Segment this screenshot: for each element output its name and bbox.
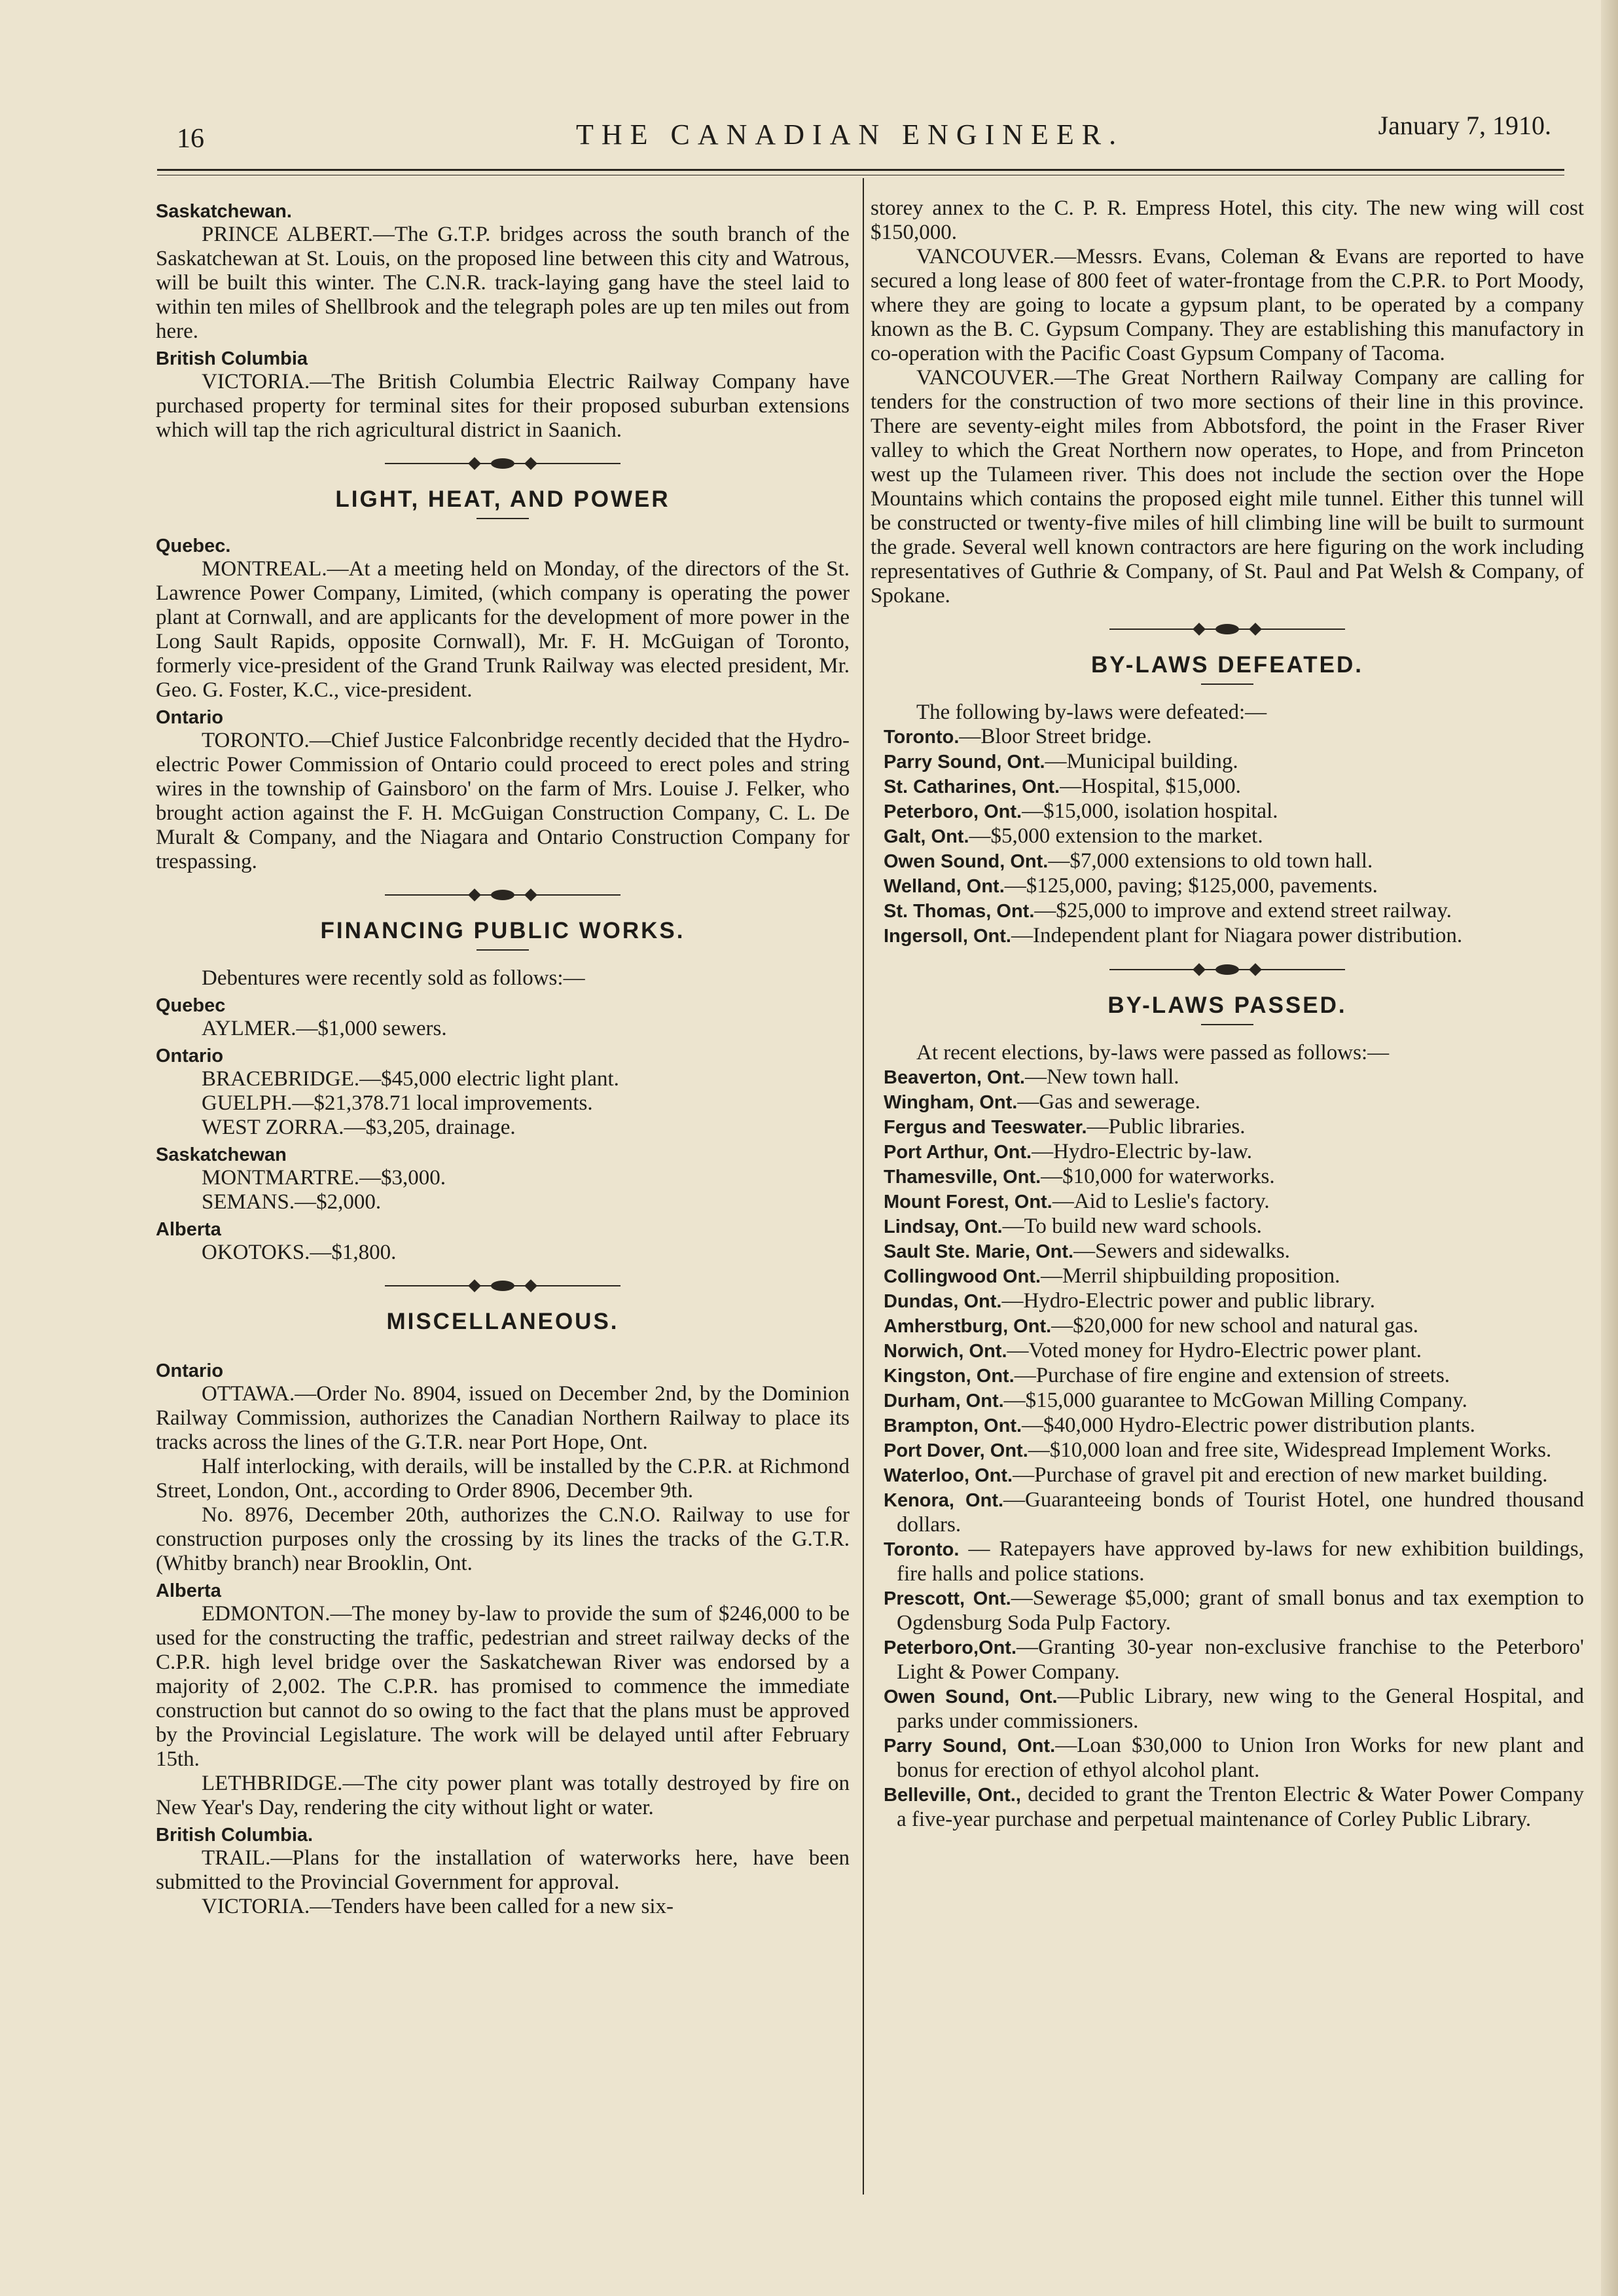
bylaw-town: Galt, Ont.: [884, 826, 969, 847]
bylaw-town: Kenora, Ont.: [884, 1490, 1004, 1511]
bylaw-entry: [884, 1389, 1584, 1413]
news-item: PRINCE ALBERT.—The G.T.P. bridges across the south branch of the Saskatchewan at St. Louis, on the proposed line between this city and Watrous, will be built this winter. The C.N.R. track-laying gang have the steel laid to within ten miles of Shellbrook and the telegraph poles are up ten miles out from here.: [156, 223, 850, 343]
bylaw-town: Welland, Ont.: [884, 876, 1005, 897]
bylaw-town: Peterboro, Ont.: [884, 801, 1022, 822]
bylaw-town: Peterboro,Ont.: [884, 1637, 1017, 1658]
bylaw-detail: —Municipal building.: [1045, 750, 1238, 773]
debenture-item: GUELPH.—$21,378.71 local improvements.: [202, 1091, 593, 1115]
bylaw-town: Collingwood Ont.: [884, 1266, 1041, 1287]
province-heading: British Columbia: [156, 348, 308, 369]
bylaw-town: Durham, Ont.: [884, 1391, 1004, 1412]
bylaw-entry: [884, 1190, 1584, 1214]
debenture-item: AYLMER.—$1,000 sewers.: [202, 1017, 447, 1040]
bylaw-detail: —Sewers and sidewalks.: [1073, 1239, 1290, 1263]
bylaw-entry: [884, 849, 1584, 874]
bylaw-town: Waterloo, Ont.: [884, 1465, 1013, 1486]
bylaw-town: Brampton, Ont.: [884, 1415, 1022, 1436]
bylaw-town: Norwich, Ont.: [884, 1341, 1007, 1362]
bylaw-entry: [884, 750, 1584, 774]
bylaw-entry: [884, 824, 1584, 849]
bylaw-entry: [884, 1783, 1584, 1832]
debenture-item: SEMANS.—$2,000.: [202, 1190, 382, 1214]
section-ornament: [1109, 623, 1345, 636]
bylaw-detail: —Aid to Leslie's factory.: [1052, 1190, 1270, 1213]
bylaw-town: St. Thomas, Ont.: [884, 901, 1035, 922]
bylaw-town: Parry Sound, Ont.: [884, 1736, 1056, 1757]
section-ornament: [1109, 963, 1345, 976]
bylaw-town: Lindsay, Ont.: [884, 1216, 1003, 1237]
bylaw-entry: [884, 1214, 1584, 1239]
bylaw-entry: [884, 1586, 1584, 1635]
bylaw-entry: [884, 799, 1584, 824]
bylaw-entry: [884, 1090, 1584, 1115]
province-heading: Alberta: [156, 1580, 221, 1601]
bylaw-town: Parry Sound, Ont.: [884, 752, 1045, 773]
debenture-item: OKOTOKS.—$1,800.: [202, 1241, 397, 1264]
bylaw-detail: —Gas and sewerage.: [1017, 1090, 1200, 1114]
bylaw-detail: —Purchase of fire engine and extension of streets.: [1014, 1364, 1450, 1387]
news-item: TRAIL.—Plans for the installation of waterworks here, have been submitted to the Provincial Government for approval.: [156, 1846, 850, 1894]
bylaw-town: Prescott, Ont.: [884, 1588, 1011, 1609]
section-ornament: [385, 457, 620, 470]
heading-rule: [1201, 683, 1253, 685]
bylaw-entry: [884, 1413, 1584, 1438]
heading-rule: [476, 949, 529, 951]
bylaw-detail: —Public libraries.: [1087, 1115, 1246, 1139]
bylaw-detail: —Granting 30-year non-exclusive franchise to the Peterboro' Light & Power Company.: [897, 1635, 1584, 1684]
bylaw-town: Mount Forest, Ont.: [884, 1192, 1052, 1212]
intro-text: Debentures were recently sold as follows:—: [202, 966, 585, 990]
bylaw-town: Fergus and Teeswater.: [884, 1117, 1087, 1138]
province-heading: Saskatchewan: [156, 1144, 287, 1165]
province-heading: Saskatchewan.: [156, 201, 292, 222]
bylaw-detail: —Hydro-Electric by-law.: [1032, 1140, 1252, 1163]
bylaw-town: Toronto.: [884, 1539, 960, 1560]
bylaw-town: Owen Sound, Ont.: [884, 851, 1049, 872]
bylaw-town: St. Catharines, Ont.: [884, 776, 1060, 797]
bylaw-town: Thamesville, Ont.: [884, 1167, 1041, 1188]
passed-bylaw-list: [871, 1065, 1584, 1832]
bylaw-town: Beaverton, Ont.: [884, 1067, 1025, 1088]
news-item: EDMONTON.—The money by-law to provide the sum of $246,000 to be used for the constructing the traffic, pedestrian and street railway decks of the C.P.R. high level bridge over the Saskatchewan River was endorsed by a majority of 2,002. The C.P.R. has promised to commence the immediate construction but cannot do so owing to the fact that the plans must be approved by the Provincial Legislature. The work will be delayed until after February 15th.: [156, 1602, 850, 1771]
debenture-item: MONTMARTRE.—$3,000.: [202, 1166, 446, 1190]
news-item: Half interlocking, with derails, will be installed by the C.P.R. at Richmond Street, London, Ont., according to Order 8906, December 9th.: [156, 1455, 850, 1503]
bylaw-entry: [884, 725, 1584, 750]
bylaw-detail: —Sewerage $5,000; grant of small bonus and tax exemption to Ogdensburg Soda Pulp Factory.: [897, 1586, 1584, 1635]
bylaw-detail: —Purchase of gravel pit and erection of new market building.: [1013, 1463, 1548, 1487]
news-item: TORONTO.—Chief Justice Falconbridge recently decided that the Hydro-electric Power Commission of Ontario could proceed to erect poles and string wires in the township of Gainsboro' on the farm of Mrs. Louise J. Felker, who brought action against the F. H. McGuigan Construction Company, C. L. De Muralt & Company, and the Niagara and Ontario Construction Company for trespassing.: [156, 729, 850, 873]
bylaw-entry: [884, 1165, 1584, 1190]
news-item: VICTORIA.—Tenders have been called for a new six-: [202, 1895, 674, 1918]
bylaw-detail: —Guaranteeing bonds of Tourist Hotel, one hundred thousand dollars.: [897, 1488, 1584, 1537]
bylaw-entry: [884, 1463, 1584, 1488]
province-heading: Quebec.: [156, 536, 231, 556]
bylaw-detail: — Ratepayers have approved by-laws for new exhibition buildings, fire halls and police stations.: [897, 1537, 1584, 1586]
heading-rule: [1201, 1024, 1253, 1025]
bylaw-entry: [884, 1734, 1584, 1783]
bylaw-town: Sault Ste. Marie, Ont.: [884, 1241, 1074, 1262]
bylaw-town: Owen Sound, Ont.: [884, 1686, 1058, 1707]
province-heading: Ontario: [156, 707, 224, 728]
province-heading: Ontario: [156, 1360, 224, 1381]
bylaw-town: Belleville, Ont.,: [884, 1785, 1021, 1806]
bylaw-town: Amherstburg, Ont.: [884, 1316, 1052, 1337]
bylaw-detail: —$25,000 to improve and extend street railway.: [1034, 899, 1452, 922]
bylaw-detail: —New town hall.: [1024, 1065, 1179, 1089]
bylaw-entry: [884, 1438, 1584, 1463]
heading-rule: [476, 518, 529, 519]
section-heading: BY-LAWS PASSED.: [1107, 993, 1347, 1018]
bylaw-town: Wingham, Ont.: [884, 1092, 1018, 1113]
news-item: MONTREAL.—At a meeting held on Monday, of the directors of the St. Lawrence Power Company, Limited, (which company is operating the power plant at Cornwall, and are applicants for the development of more power in the Long Sault Rapids, opposite Cornwall), Mr. F. H. McGuigan of Toronto, formerly vice-president of the Grand Trunk Railway was elected president, Mr. Geo. G. Foster, K.C., vice-president.: [156, 557, 850, 702]
province-heading: Alberta: [156, 1219, 221, 1240]
bylaw-detail: —Bloor Street bridge.: [959, 725, 1152, 748]
news-item: VANCOUVER.—Messrs. Evans, Coleman & Evans are reported to have secured a long lease of 800 feet of water-frontage from the C.P.R. to Port Moody, where they are going to locate a gypsum plant, to be operated by a company known as the B. C. Gypsum Company. They are establishing this manufactory in co-operation with the Pacific Coast Gypsum Company of Tacoma.: [871, 245, 1584, 365]
bylaw-town: Port Arthur, Ont.: [884, 1142, 1032, 1163]
bylaw-entry: [884, 1685, 1584, 1734]
bylaw-detail: —Independent plant for Niagara power distribution.: [1011, 924, 1463, 947]
intro-text: At recent elections, by-laws were passed as follows:—: [916, 1041, 1390, 1065]
issue-date: January 7, 1910.: [1378, 111, 1551, 140]
province-heading: British Columbia.: [156, 1825, 314, 1846]
page-number: 16: [177, 124, 204, 154]
bylaw-entry: [884, 1635, 1584, 1685]
section-ornament: [385, 888, 620, 902]
bylaw-town: Kingston, Ont.: [884, 1366, 1015, 1387]
bylaw-entry: [884, 774, 1584, 799]
defeated-bylaw-list: [871, 725, 1584, 949]
section-heading: MISCELLANEOUS.: [386, 1309, 619, 1334]
bylaw-detail: —$125,000, paving; $125,000, pavements.: [1004, 874, 1378, 898]
bylaw-detail: —$10,000 for waterworks.: [1041, 1165, 1275, 1188]
bylaw-detail: —Voted money for Hydro-Electric power plant.: [1007, 1339, 1422, 1362]
bylaw-entry: [884, 874, 1584, 899]
news-item: storey annex to the C. P. R. Empress Hotel, this city. The new wing will cost $150,000.: [871, 196, 1584, 244]
bylaw-entry: [884, 1264, 1584, 1289]
right-column: [871, 196, 1584, 1832]
province-heading: Quebec: [156, 995, 226, 1016]
bylaw-detail: —Hydro-Electric power and public library.: [1001, 1289, 1376, 1313]
bylaw-entry: [884, 1339, 1584, 1364]
bylaw-entry: [884, 1289, 1584, 1314]
bylaw-detail: —$40,000 Hydro-Electric power distribution plants.: [1022, 1413, 1475, 1437]
bylaw-entry: [884, 1140, 1584, 1165]
left-column: [156, 196, 850, 1919]
news-item: VANCOUVER.—The Great Northern Railway Company are calling for tenders for the construction of two more sections of their line in this province. There are seventy-eight miles from Abbotsford, the point in the Fraser River valley to which the Great Northern now operates, to Hope, and from Princeton west up the Tulameen river. This does not include the section over the Hope Mountains which contains the proposed eight mile tunnel. Either this tunnel will be constructed or twenty-five miles of hill climbing line will be built to surmount the grade. Several well known contractors are here figuring on the work including representatives of Guthrie & Company, of St. Paul and Pat Welsh & Company, of Spokane.: [871, 366, 1584, 608]
bylaw-entry: [884, 924, 1584, 949]
bylaw-detail: —Merril shipbuilding proposition.: [1041, 1264, 1340, 1288]
bylaw-detail: —To build new ward schools.: [1002, 1214, 1262, 1238]
bylaw-entry: [884, 1065, 1584, 1090]
section-heading: LIGHT, HEAT, AND POWER: [335, 486, 670, 512]
bylaw-detail: —$15,000 guarantee to McGowan Milling Company.: [1003, 1389, 1467, 1412]
bylaw-town: Dundas, Ont.: [884, 1291, 1002, 1312]
bylaw-detail: decided to grant the Trenton Electric & Water Power Company a five-year purchase and perpetual maintenance of Corley Public Library.: [897, 1783, 1584, 1831]
bylaw-entry: [884, 1239, 1584, 1264]
heading-rule: [476, 1340, 529, 1344]
intro-text: The following by-laws were defeated:—: [916, 701, 1267, 724]
news-item: OTTAWA.—Order No. 8904, issued on December 2nd, by the Dominion Railway Commission, authorizes the Canadian Northern Railway to place its tracks across the lines of the G.T.R. near Port Hope, Ont.: [156, 1382, 850, 1454]
bylaw-detail: —$20,000 for new school and natural gas.: [1051, 1314, 1419, 1338]
bylaw-entry: [884, 1314, 1584, 1339]
bylaw-entry: [884, 1537, 1584, 1586]
bylaw-town: Port Dover, Ont.: [884, 1440, 1028, 1461]
binding-edge: [1601, 0, 1618, 2296]
bylaw-detail: —Hospital, $15,000.: [1060, 774, 1241, 798]
section-heading: FINANCING PUBLIC WORKS.: [320, 918, 685, 943]
debenture-item: WEST ZORRA.—$3,205, drainage.: [202, 1116, 516, 1139]
bylaw-detail: —Loan $30,000 to Union Iron Works for new plant and bonus for erection of ethyol alcohol plant.: [897, 1734, 1584, 1782]
bylaw-detail: —Public Library, new wing to the General Hospital, and parks under commissioners.: [897, 1685, 1584, 1733]
bylaw-town: Ingersoll, Ont.: [884, 926, 1011, 947]
section-heading: BY-LAWS DEFEATED.: [1091, 652, 1363, 678]
bylaw-detail: —$15,000, isolation hospital.: [1022, 799, 1278, 823]
bylaw-town: Toronto.: [884, 727, 960, 748]
debenture-item: BRACEBRIDGE.—$45,000 electric light plant.: [202, 1067, 619, 1091]
column-divider: [863, 178, 864, 2195]
journal-title: THE CANADIAN ENGINEER.: [576, 118, 1124, 151]
news-item: VICTORIA.—The British Columbia Electric Railway Company have purchased property for terminal sites for their proposed suburban extensions which will tap the rich agricultural district in Saanich.: [156, 370, 850, 442]
bylaw-entry: [884, 899, 1584, 924]
section-ornament: [385, 1279, 620, 1292]
news-item: LETHBRIDGE.—The city power plant was totally destroyed by fire on New Year's Day, rendering the city without light or water.: [156, 1772, 850, 1819]
news-item: No. 8976, December 20th, authorizes the C.N.O. Railway to use for construction purposes only the crossing by its lines the tracks of the G.T.R. (Whitby branch) near Brooklin, Ont.: [156, 1503, 850, 1575]
bylaw-detail: —$10,000 loan and free site, Widespread Implement Works.: [1028, 1438, 1552, 1462]
bylaw-entry: [884, 1115, 1584, 1140]
bylaw-detail: —$7,000 extensions to old town hall.: [1048, 849, 1373, 873]
bylaw-entry: [884, 1488, 1584, 1537]
page-header: [157, 110, 1564, 162]
province-heading: Ontario: [156, 1046, 224, 1066]
bylaw-detail: —$5,000 extension to the market.: [969, 824, 1263, 848]
bylaw-entry: [884, 1364, 1584, 1389]
header-rule: [157, 169, 1564, 175]
